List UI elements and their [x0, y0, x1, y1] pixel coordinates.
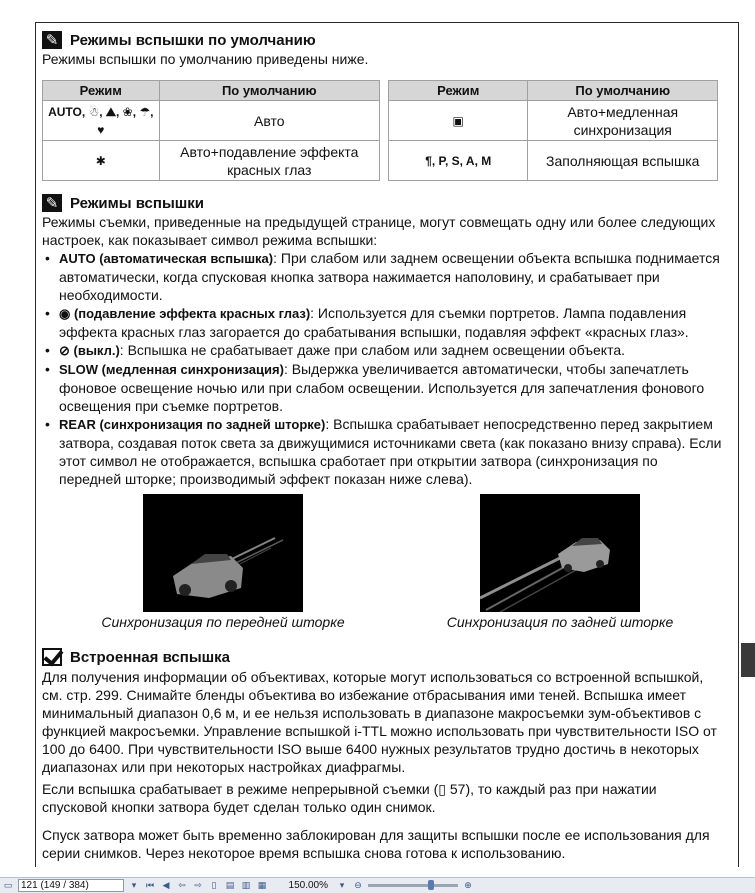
column-header-mode: Режим — [389, 81, 528, 101]
note-pencil-icon: ✎ — [42, 31, 62, 49]
mode-icons-cell: AUTO, ☃, ⛰, ❀, ☂, ♥ — [43, 101, 160, 141]
item-text: : Вспышка не срабатывает даже при слабом или заднем освещении объекта. — [119, 342, 626, 358]
rear-curtain-sync-photo — [480, 494, 640, 612]
item-text: : Выдержка увеличивается автоматически, чтобы запечатлеть фоновое освещение ночью или при слабом освещении. Используется для запечатления фонового освещения при съемке портретов. — [59, 361, 705, 414]
first-page-icon[interactable]: ⏮ — [145, 880, 155, 890]
paragraph: Если вспышка срабатывает в режиме непрерывной съемки (▯ 57), то каждый раз при нажатии спусковой кнопки затвора будет сделан только один снимок. — [42, 781, 657, 815]
item-text: : Вспышка срабатывает непосредственно перед закрытием затвора, создавая поток света за движущимися источниками света (как показано внизу справа). Если этот символ не отображается, вспышка сработает при открытии затвора (синхронизация по передней шторке; производимый эффект показан ниже слева). — [59, 416, 722, 487]
default-value-cell: Авто+подавление эффекта красных глаз — [159, 141, 379, 181]
mode-icons-cell: ¶, P, S, A, M — [389, 141, 528, 181]
list-item — [42, 304, 722, 341]
section-title: Встроенная вспышка — [70, 648, 230, 666]
mode-icons-cell: ✱ — [43, 141, 160, 181]
section-intro: Режимы съемки, приведенные на предыдущей странице, могут совмещать одну или более следующих настроек, как показывает символ режима вспышки: — [42, 214, 716, 248]
zoom-slider[interactable] — [368, 884, 458, 887]
item-label: ◉ (подавление эффекта красных глаз) — [59, 306, 311, 321]
single-page-view-icon[interactable]: ▯ — [211, 880, 217, 890]
side-index-tab — [741, 643, 755, 677]
default-value-cell: Авто+медленная синхронизация — [528, 101, 718, 141]
item-text: : Используется для съемки портретов. Лампа подавления эффекта красных глаз загорается до срабатывания вспышки, подавляя эффект «красных глаз». — [59, 305, 689, 340]
caption-front-curtain: Синхронизация по передней шторке — [101, 614, 345, 630]
note-pencil-icon: ✎ — [42, 194, 62, 212]
zoom-out-icon[interactable]: ⊖ — [354, 880, 362, 890]
default-value-cell: Заполняющая вспышка — [528, 141, 718, 181]
item-label: AUTO (автоматическая вспышка) — [59, 251, 274, 266]
back-arrow-icon[interactable]: ⇦ — [178, 880, 186, 890]
section-title: Режимы вспышки — [70, 194, 204, 212]
item-label: ⊘ (выкл.) — [59, 343, 120, 358]
item-label: SLOW (медленная синхронизация) — [59, 362, 284, 377]
page-dropdown-icon[interactable]: ▾ — [131, 880, 137, 890]
zoom-level[interactable]: 150.00% — [288, 880, 328, 891]
section-intro: Режимы вспышки по умолчанию приведены ниже. — [42, 51, 369, 67]
list-item — [42, 249, 722, 304]
default-value-cell: Авто — [159, 101, 379, 141]
front-curtain-sync-photo — [143, 494, 303, 612]
zoom-in-icon[interactable]: ⊕ — [464, 880, 472, 890]
section-default-flash-header — [42, 31, 316, 49]
paragraph: Спуск затвора может быть временно заблокирован для защиты вспышки после ее использования для серии снимков. Через некоторое время вспышка снова готова к использованию. — [42, 827, 710, 861]
item-text: : При слабом или заднем освещении объекта вспышка поднимается автоматически, когда спусковая кнопка затвора нажимается наполовину, и срабатывает при необходимости. — [59, 250, 720, 303]
caption-rear-curtain: Синхронизация по задней шторке — [446, 614, 674, 630]
viewer-status-bar — [0, 877, 755, 893]
item-label: REAR (синхронизация по задней шторке) — [59, 417, 326, 432]
column-header-mode: Режим — [43, 81, 160, 101]
page-number-input[interactable]: 121 (149 / 384) — [18, 879, 124, 892]
column-header-default: По умолчанию — [528, 81, 718, 101]
default-flash-table-left — [42, 80, 380, 181]
two-page-continuous-icon[interactable]: ▦ — [257, 880, 267, 890]
list-item — [42, 341, 722, 360]
section-built-in-flash-header — [42, 648, 230, 666]
section-title: Режимы вспышки по умолчанию — [70, 31, 316, 49]
forward-arrow-icon[interactable]: ⇨ — [194, 880, 202, 890]
checkmark-icon — [42, 648, 62, 666]
list-item — [42, 360, 722, 415]
zoom-slider-thumb[interactable] — [428, 880, 434, 890]
default-flash-table-right — [388, 80, 718, 181]
two-page-view-icon[interactable]: ▥ — [241, 880, 251, 890]
mode-icons-cell: ▣ — [389, 101, 528, 141]
page-icon: ▭ — [3, 880, 13, 890]
zoom-dropdown-icon[interactable]: ▾ — [339, 880, 345, 890]
flash-mode-list — [42, 249, 722, 488]
column-header-default: По умолчанию — [159, 81, 379, 101]
list-item — [42, 415, 722, 488]
paragraph: Для получения информации об объективах, которые могут использоваться со встроенной вспышкой, см. стр. 299. Снимайте бленды объектива во избежание отбрасывания ими теней. Вспышка имеет минимальный диапазон 0,6 м, и ее нельзя использовать в диапазоне макросъемки зум-объективов с функцией макросъемки. Управление вспышкой i-TTL можно использовать при чувствительности ISO от 100 до 6400. При чувствительности ISO выше 6400 нужных результатов трудно достичь в некоторых диапазонах или при некоторых настройках диафрагмы. — [42, 669, 717, 775]
continuous-view-icon[interactable]: ▤ — [225, 880, 235, 890]
previous-page-icon[interactable]: ◀ — [162, 880, 170, 890]
section-flash-modes-header — [42, 194, 204, 212]
